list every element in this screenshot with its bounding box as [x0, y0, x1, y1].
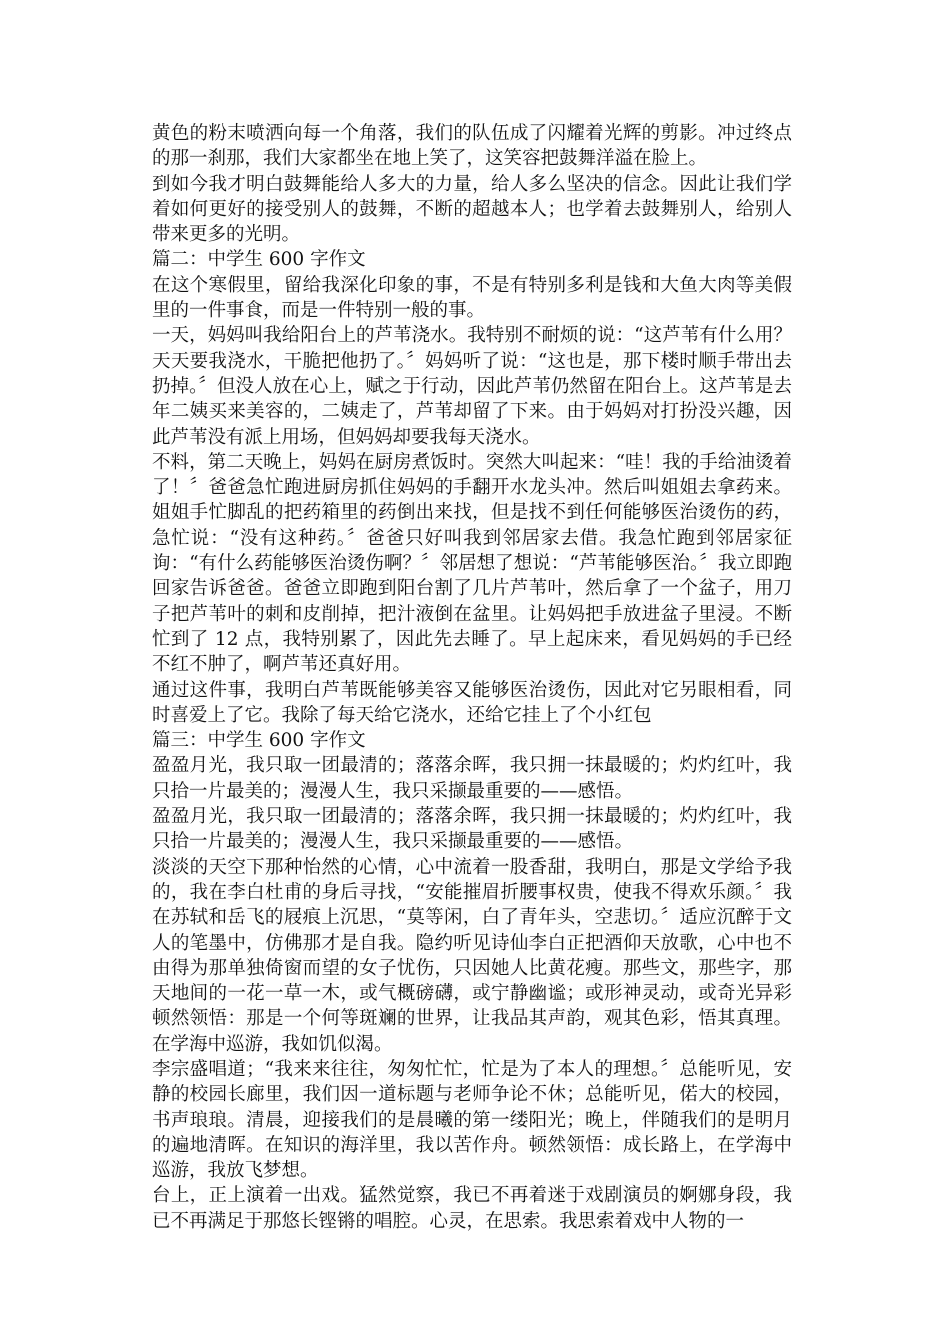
paragraph-campus: 李宗盛唱道；“我来来往往，匆匆忙忙，忙是为了本人的理想。〞总能听见，安静的校园长廊里，我们因一道标题与老师争论不休；总能听见，偌大的校园，书声琅琅。清晨，迎接我们的是晨曦的第一缕阳光；晚上，伴随我们的是明月的遍地清晖。在知识的海洋里，我以苦作舟。顿然领悟：成长路上，在学海中巡游，我放飞梦想。: [152, 1058, 792, 1182]
paragraph-water-reed: 一天，妈妈叫我给阳台上的芦苇浇水。我特别不耐烦的说：“这芦苇有什么用？天天要我浇水，干脆把他扔了。〞妈妈听了说：“这也是，那下楼时顺手带出去扔掉。〞但没人放在心上，赋之于行动，因此芦苇仍然留在阳台上。这芦苇是去年二姨买来美容的，二姨走了，芦苇却留了下来。由于妈妈对打扮没兴趣，因此芦苇没有派上用场，但妈妈却要我每天浇水。: [152, 325, 792, 448]
paragraph-encouragement: 到如今我才明白鼓舞能给人多大的力量，给人多么坚决的信念。因此让我们学着如何更好的接受别人的鼓舞，不断的超越本人；也学着去鼓舞别人，给别人带来更多的光明。: [152, 173, 792, 246]
paragraph-reed-conclusion: 通过这件事，我明白芦苇既能够美容又能够医治烫伤，因此对它另眼相看，同时喜爱上了它。我除了每天给它浇水，还给它挂上了个小红包: [152, 679, 792, 726]
section-heading-3: 篇三：中学生 600 字作文: [152, 730, 366, 752]
paragraph-burn-accident: 不料，第二天晚上，妈妈在厨房煮饭时。突然大叫起来：“哇！我的手给油烫着了！〞爸爸急忙跑进厨房抓住妈妈的手翻开水龙头冲。然后叫姐姐去拿药来。姐姐手忙脚乱的把药箱里的药倒出来找，但是找不到任何能够医治烫伤的药，急忙说：“没有这种药。〞爸爸只好叫我到邻居家去借。我急忙跑到邻居家征询：“有什么药能够医治烫伤啊？〞邻居想了想说：“芦苇能够医治。〞我立即跑回家告诉爸爸。爸爸立即跑到阳台割了几片芦苇叶，然后拿了一个盆子，用刀子把芦苇叶的刺和皮削掉，把汁液倒在盆里。让妈妈把手放进盆子里浸。不断忙到了 12 点，我特别累了，因此先去睡了。早上起床来，看见妈妈的手已经不红不肿了，啊芦苇还真好用。: [152, 451, 792, 676]
paragraph-winter-break: 在这个寒假里，留给我深化印象的事，不是有特别多利是钱和大鱼大肉等美假里的一件事食，而是一件特别一般的事。: [152, 274, 792, 322]
paragraph-race-finish: 黄色的粉末喷洒向每一个角落，我们的队伍成了闪耀着光辉的剪影。冲过终点的那一刹那，我们大家都坐在地上笑了，这笑容把鼓舞洋溢在脸上。: [152, 123, 792, 170]
paragraph-moonlight-2: 盈盈月光，我只取一团最清的；落落余晖，我只拥一抹最暖的；灼灼红叶，我只拾一片最美的；漫漫人生，我只采撷最重要的——感悟。: [152, 806, 792, 853]
paragraph-opera: 台上，正上演着一出戏。猛然觉察，我已不再着迷于戏剧演员的婀娜身段，我已不再满足于那悠长铿锵的唱腔。心灵，在思索。我思索着戏中人物的一: [152, 1185, 792, 1232]
paragraph-literature: 淡淡的天空下那种怡然的心情，心中流着一股香甜，我明白，那是文学给予我的，我在李白杜甫的身后寻找，“安能摧眉折腰事权贵，使我不得欢乐颜。〞我在苏轼和岳飞的屐痕上沉思，“莫等闲，白了青年头，空悲切。〞适应沉醉于文人的笔墨中，仿佛那才是自我。隐约听见诗仙李白正把酒仰天放歌，心中也不由得为那单独倚窗而望的女子忧伤，只因她人比黄花瘦。那些文，那些字，那天地间的一花一草一木，或气概磅礴，或宁静幽谧；或形神灵动，或奇光异彩顿然领悟：那是一个何等斑斓的世界，让我品其声韵，观其色彩，悟其真理。在学海中巡游，我如饥似渴。: [152, 856, 792, 1055]
section-heading-2: 篇二：中学生 600 字作文: [152, 249, 366, 271]
paragraph-moonlight-1: 盈盈月光，我只取一团最清的；落落余晖，我只拥一抹最暖的；灼灼红叶，我只拾一片最美的；漫漫人生，我只采撷最重要的——感悟。: [152, 755, 792, 802]
document-page: [152, 121, 792, 1234]
